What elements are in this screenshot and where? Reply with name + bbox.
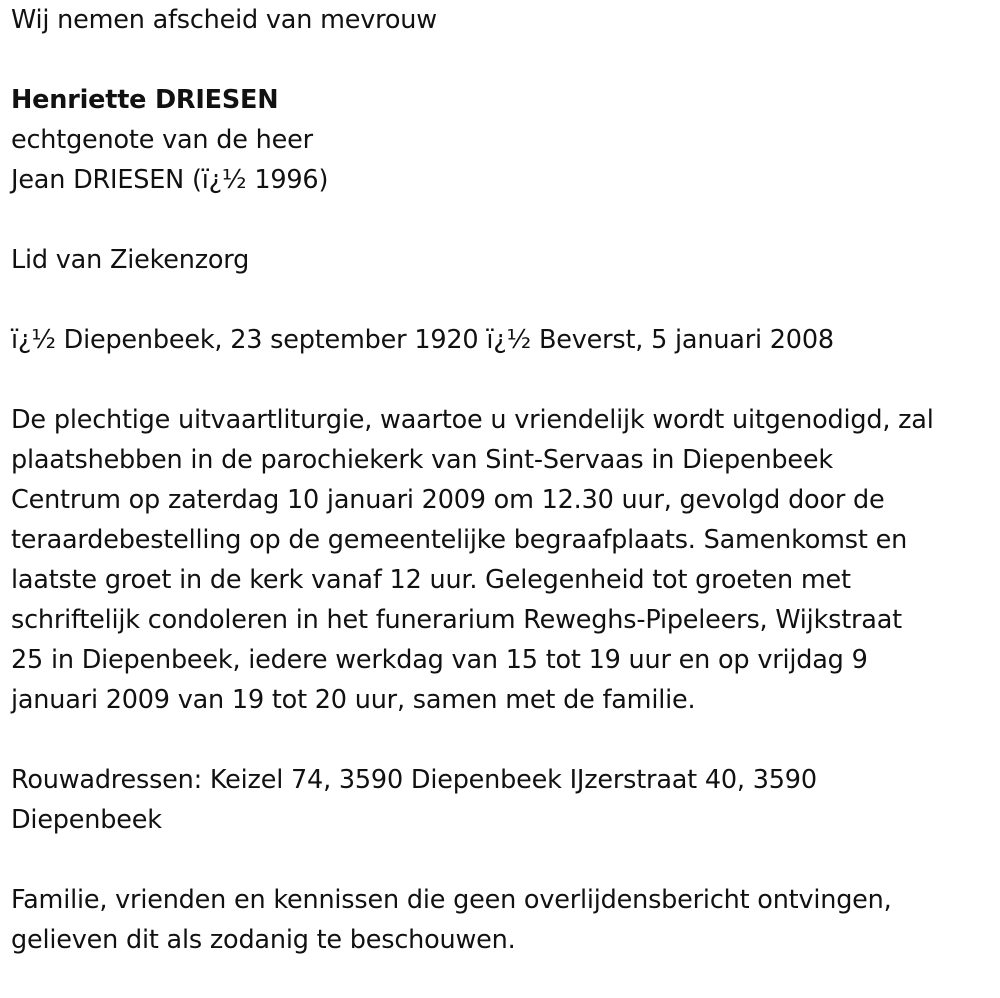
spacer — [11, 720, 996, 760]
address-line: Diepenbeek — [11, 805, 162, 835]
spouse-line-1: echtgenote van de heer — [11, 125, 313, 155]
funeral-line: De plechtige uitvaartliturgie, waartoe u vriendelijk wordt uitgenodigd, zal — [11, 405, 934, 435]
funeral-line: teraardebestelling op de gemeentelijke begraafplaats. Samenkomst en — [11, 525, 908, 555]
funeral-paragraph — [11, 400, 996, 720]
funeral-line: laatste groet in de kerk vanaf 12 uur. Gelegenheid tot groeten met — [11, 565, 851, 595]
deceased-name: Henriette DRIESEN — [11, 85, 279, 115]
closing-paragraph — [11, 880, 996, 960]
life-dates: ï¿½ Diepenbeek, 23 september 1920 ï¿½ Beverst, 5 januari 2008 — [11, 325, 834, 355]
spacer — [11, 40, 996, 80]
spouse-line-2: Jean DRIESEN (ï¿½ 1996) — [11, 165, 329, 195]
address-line: Rouwadressen: Keizel 74, 3590 Diepenbeek IJzerstraat 40, 3590 — [11, 765, 817, 795]
funeral-line: Centrum op zaterdag 10 januari 2009 om 12.30 uur, gevolgd door de — [11, 485, 885, 515]
closing-line: Familie, vrienden en kennissen die geen overlijdensbericht ontvingen, — [11, 885, 892, 915]
spacer — [11, 280, 996, 320]
address-paragraph — [11, 760, 996, 840]
closing-line: gelieven dit als zodanig te beschouwen. — [11, 925, 516, 955]
funeral-line: januari 2009 van 19 tot 20 uur, samen met de familie. — [11, 685, 696, 715]
membership-text: Lid van Ziekenzorg — [11, 245, 250, 275]
spacer — [11, 200, 996, 240]
spacer — [11, 360, 996, 400]
obituary-notice — [11, 0, 996, 960]
intro-text: Wij nemen afscheid van mevrouw — [11, 5, 437, 35]
funeral-line: schriftelijk condoleren in het funerarium Reweghs-Pipeleers, Wijkstraat — [11, 605, 902, 635]
spacer — [11, 840, 996, 880]
funeral-line: 25 in Diepenbeek, iedere werkdag van 15 tot 19 uur en op vrijdag 9 — [11, 645, 868, 675]
funeral-line: plaatshebben in de parochiekerk van Sint-Servaas in Diepenbeek — [11, 445, 833, 475]
